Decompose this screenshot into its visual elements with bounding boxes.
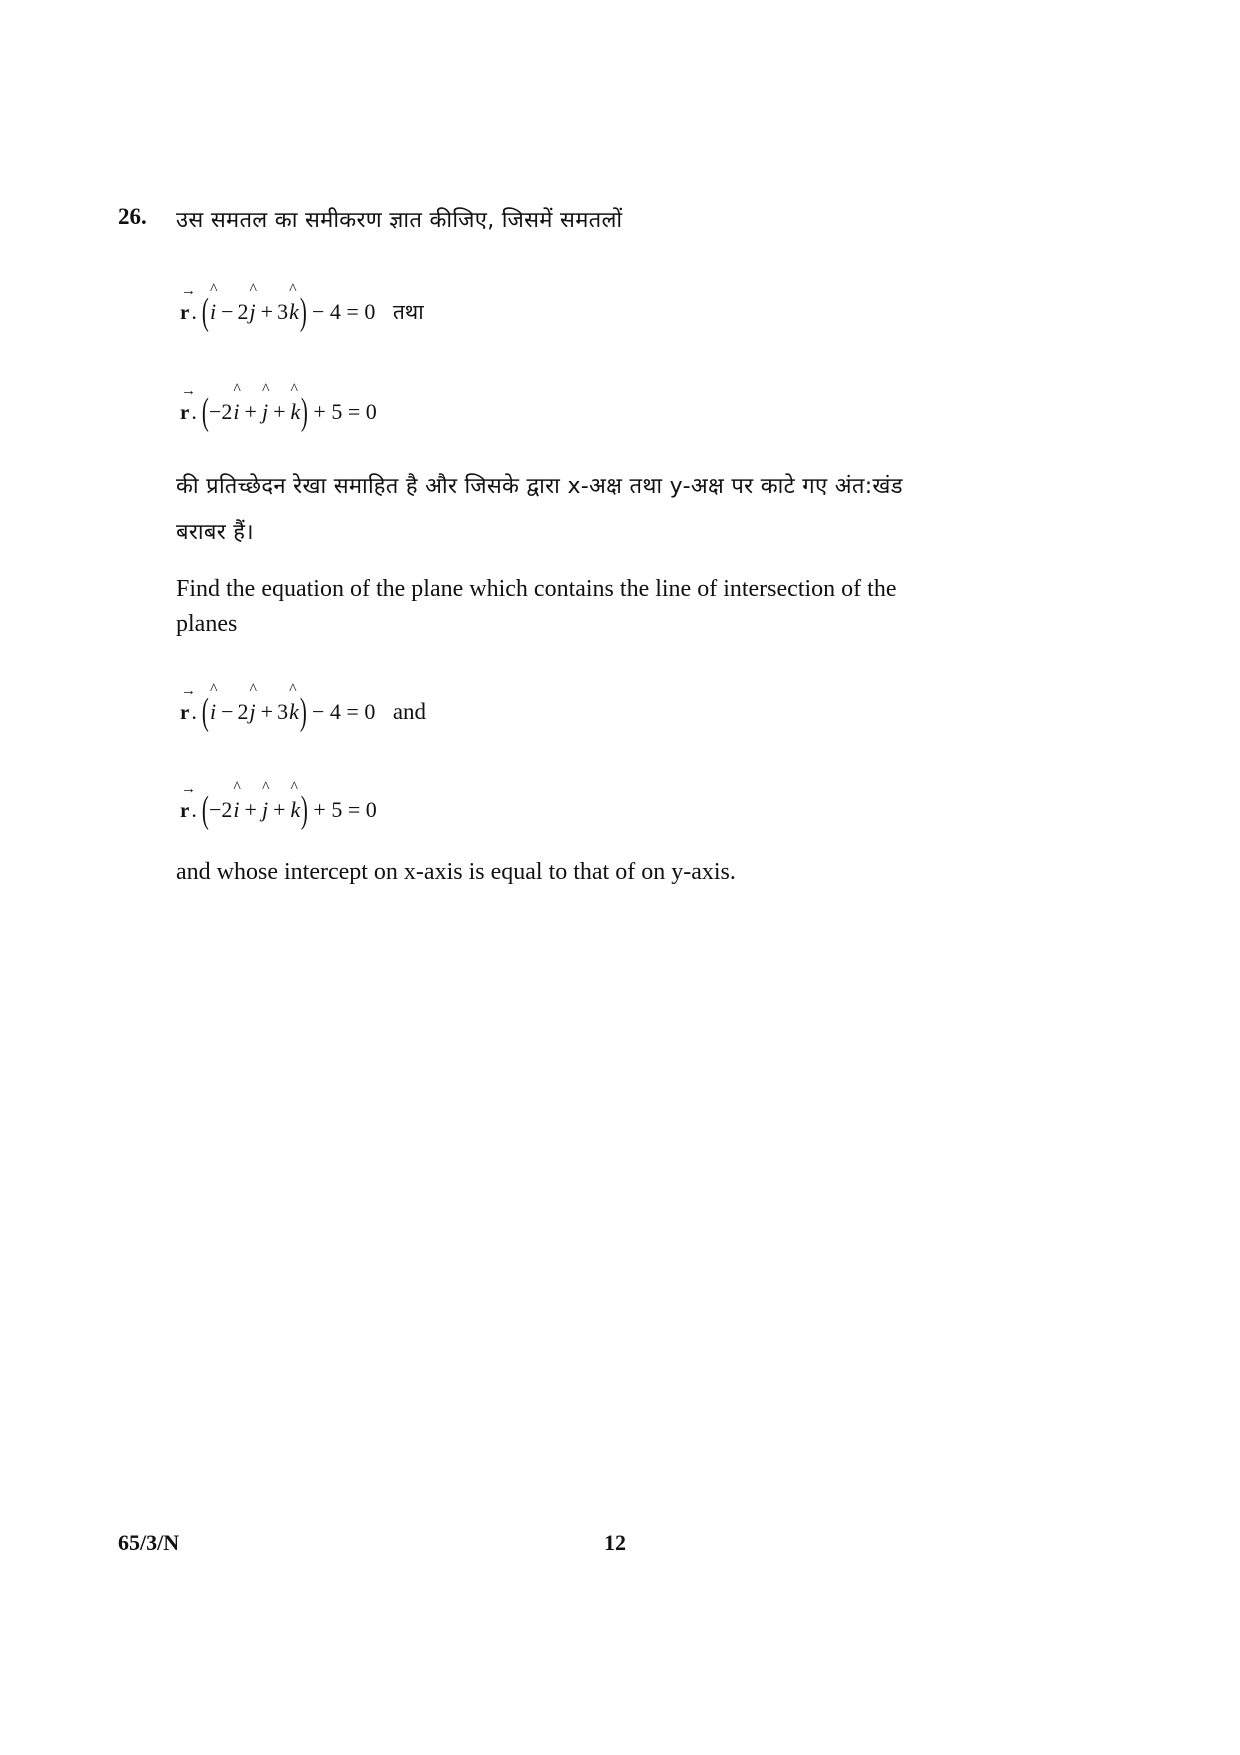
equation-rhs: − 4 = 0 [312, 699, 376, 724]
unit-vector-j: ^ j [261, 797, 269, 823]
vector-r: → r [180, 400, 189, 425]
unit-vector-k: ^ k [290, 797, 302, 823]
unit-vector-k: ^ k [288, 699, 300, 725]
hindi-paragraph-line-1: की प्रतिच्छेदन रेखा समाहित है और जिसके द्वारा x-अक्ष तथा y-अक्ष पर काटे गए अंत:खंड [176, 474, 903, 499]
equation-hindi-2: → r. (−2^ i +^ j +^ k) + 5 = 0 [180, 390, 377, 438]
question-number: 26. [118, 204, 147, 229]
equation-english-2: → r. (−2^ i +^ j +^ k) + 5 = 0 [180, 788, 377, 836]
unit-vector-j: ^ j [261, 399, 269, 425]
paper-code: 65/3/N [118, 1530, 180, 1555]
equation-rhs: + 5 = 0 [313, 399, 377, 424]
unit-vector-k: ^ k [288, 299, 300, 325]
vector-r: → r [180, 700, 189, 725]
english-closing-line: and whose intercept on x-axis is equal to that of on y-axis. [176, 859, 736, 885]
hindi-paragraph-line-2: बराबर हैं। [176, 520, 254, 545]
vector-r: → r [180, 798, 189, 823]
vector-r: → r [180, 300, 189, 325]
hindi-intro: उस समतल का समीकरण ज्ञात कीजिए, जिसमें समतलों [176, 208, 623, 233]
unit-vector-i: ^ i [232, 797, 240, 823]
unit-vector-j: ^ j [249, 699, 257, 725]
equation-hindi-1: → r. (^ i − 2^ j + 3^ k) − 4 = 0 तथा [180, 290, 424, 338]
page-number: 12 [604, 1530, 626, 1555]
unit-vector-i: ^ i [232, 399, 240, 425]
hindi-conjunction: तथा [392, 300, 424, 324]
unit-vector-i: ^ i [209, 299, 217, 325]
unit-vector-i: ^ i [209, 699, 217, 725]
equation-rhs: + 5 = 0 [313, 797, 377, 822]
english-paragraph-line-2: planes [176, 611, 238, 637]
english-conjunction: and [392, 699, 427, 724]
unit-vector-k: ^ k [290, 399, 302, 425]
unit-vector-j: ^ j [249, 299, 257, 325]
english-paragraph-line-1: Find the equation of the plane which contains the line of intersection of the [176, 576, 897, 602]
equation-rhs: − 4 = 0 [312, 299, 376, 324]
equation-english-1: → r. (^ i − 2^ j + 3^ k) − 4 = 0 and [180, 690, 426, 738]
